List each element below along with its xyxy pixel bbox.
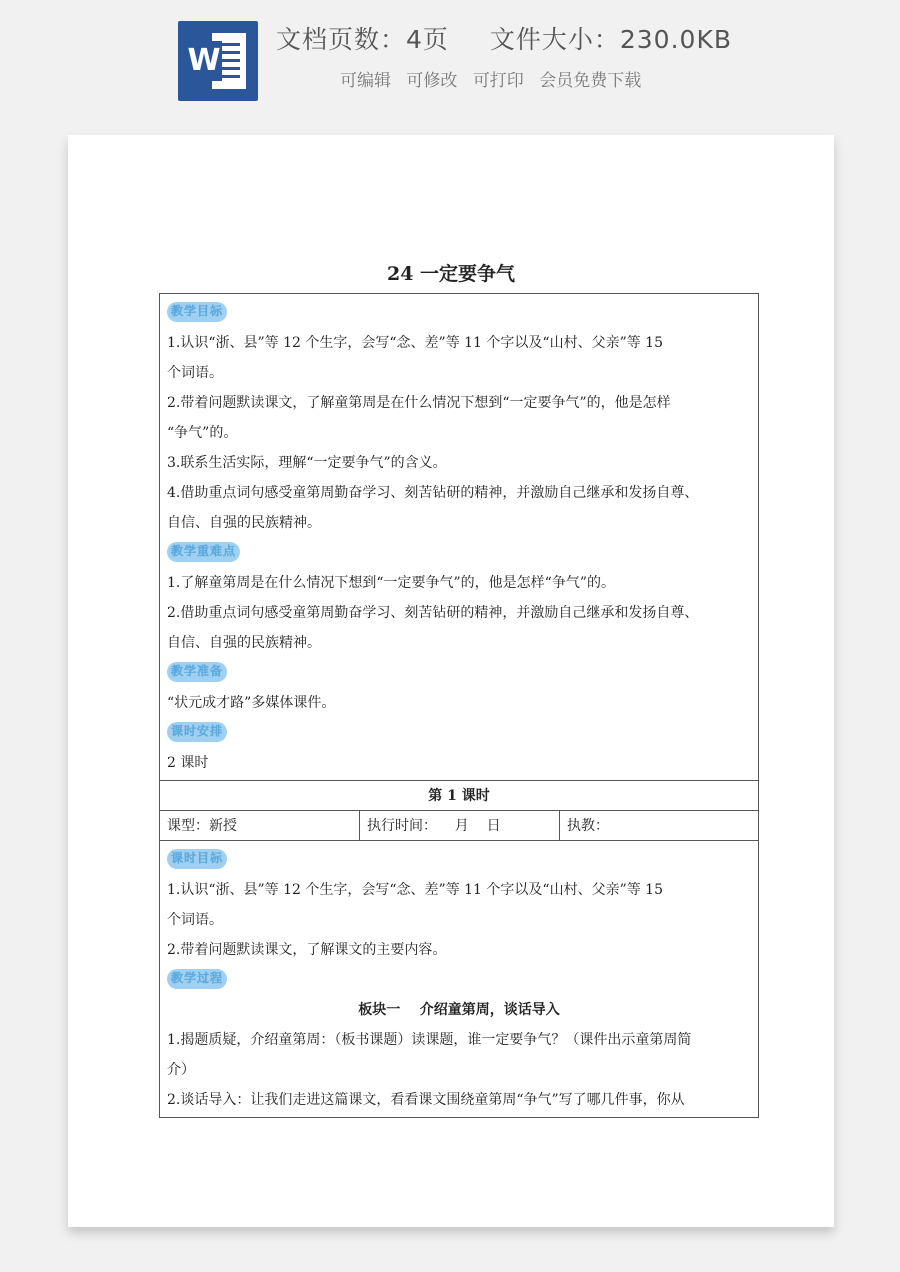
feature-item: 会员免费下载 [539,71,642,91]
overview-cell [160,294,758,780]
word-document-icon [178,21,258,101]
feature-item: 可打印 [472,71,524,91]
text-line: 2 课时 [167,755,209,771]
file-size: 文件大小：230.0KB [489,25,732,54]
section-tag-goals: 教学目标 [167,302,227,322]
lesson-meta-row [160,810,758,840]
file-info [276,20,732,60]
lesson-plan-table [159,293,759,1118]
text-line: 4.借助重点词句感受童第周勤奋学习、刻苦钻研的精神，并激励自己继承和发扬自尊、 [167,485,699,501]
text-line: 1.了解童第周是在什么情况下想到“一定要争气”的，他是怎样“争气”的。 [167,575,615,591]
download-banner [0,0,900,115]
lesson-heading: 第 1 课时 [160,780,758,810]
text-line: “状元成才路”多媒体课件。 [167,695,336,711]
text-line: “争气”的。 [167,425,238,441]
page-count: 文档页数：4页 [276,25,449,54]
text-line: 2.带着问题默读课文，了解童第周是在什么情况下想到“一定要争气”的，他是怎样 [167,395,671,411]
section-tag-schedule: 课时安排 [167,722,227,742]
text-line: 3.联系生活实际，理解“一定要争气”的含义。 [167,455,447,471]
text-line: 个词语。 [167,365,223,381]
section-tag-process: 教学过程 [167,969,227,989]
text-line: 1.认识“浙、县”等 12 个生字，会写“念、差”等 11 个字以及“山村、父亲”等 15 [167,882,663,898]
lesson-type: 课型：新授 [167,818,237,834]
section-tag-lesson-goals: 课时目标 [167,849,227,869]
word-letter: W [186,41,222,81]
text-line: 个词语。 [167,912,223,928]
text-line: 介） [167,1062,195,1078]
feature-item: 可编辑 [340,71,391,91]
lesson-detail-cell [160,840,758,1117]
document-page [68,135,834,1227]
text-line: 2.谈话导入：让我们走进这篇课文，看看课文围绕童第周“争气”写了哪几件事，你从 [167,1092,685,1108]
text-line: 自信、自强的民族精神。 [167,515,321,531]
text-line: 自信、自强的民族精神。 [167,635,321,651]
lesson-teacher: 执教： [559,811,758,840]
block-heading: 板块一 介绍童第周，谈话导入 [358,1002,560,1018]
text-line: 1.认识“浙、县”等 12 个生字，会写“念、差”等 11 个字以及“山村、父亲”等 15 [167,335,663,351]
text-line: 2.带着问题默读课文，了解课文的主要内容。 [167,942,447,958]
feature-list [340,66,641,92]
text-line: 1.揭题质疑，介绍童第周：（板书课题）读课题，谁一定要争气？（课件出示童第周简 [167,1032,692,1048]
section-tag-key-points: 教学重难点 [167,542,240,562]
document-title: 24 一定要争气 [386,263,516,285]
text-line: 2.借助重点词句感受童第周勤奋学习、刻苦钻研的精神，并激励自己继承和发扬自尊、 [167,605,699,621]
feature-item: 可修改 [406,71,458,91]
section-tag-prep: 教学准备 [167,662,227,682]
lesson-time: 执行时间： 月 日 [359,811,559,840]
